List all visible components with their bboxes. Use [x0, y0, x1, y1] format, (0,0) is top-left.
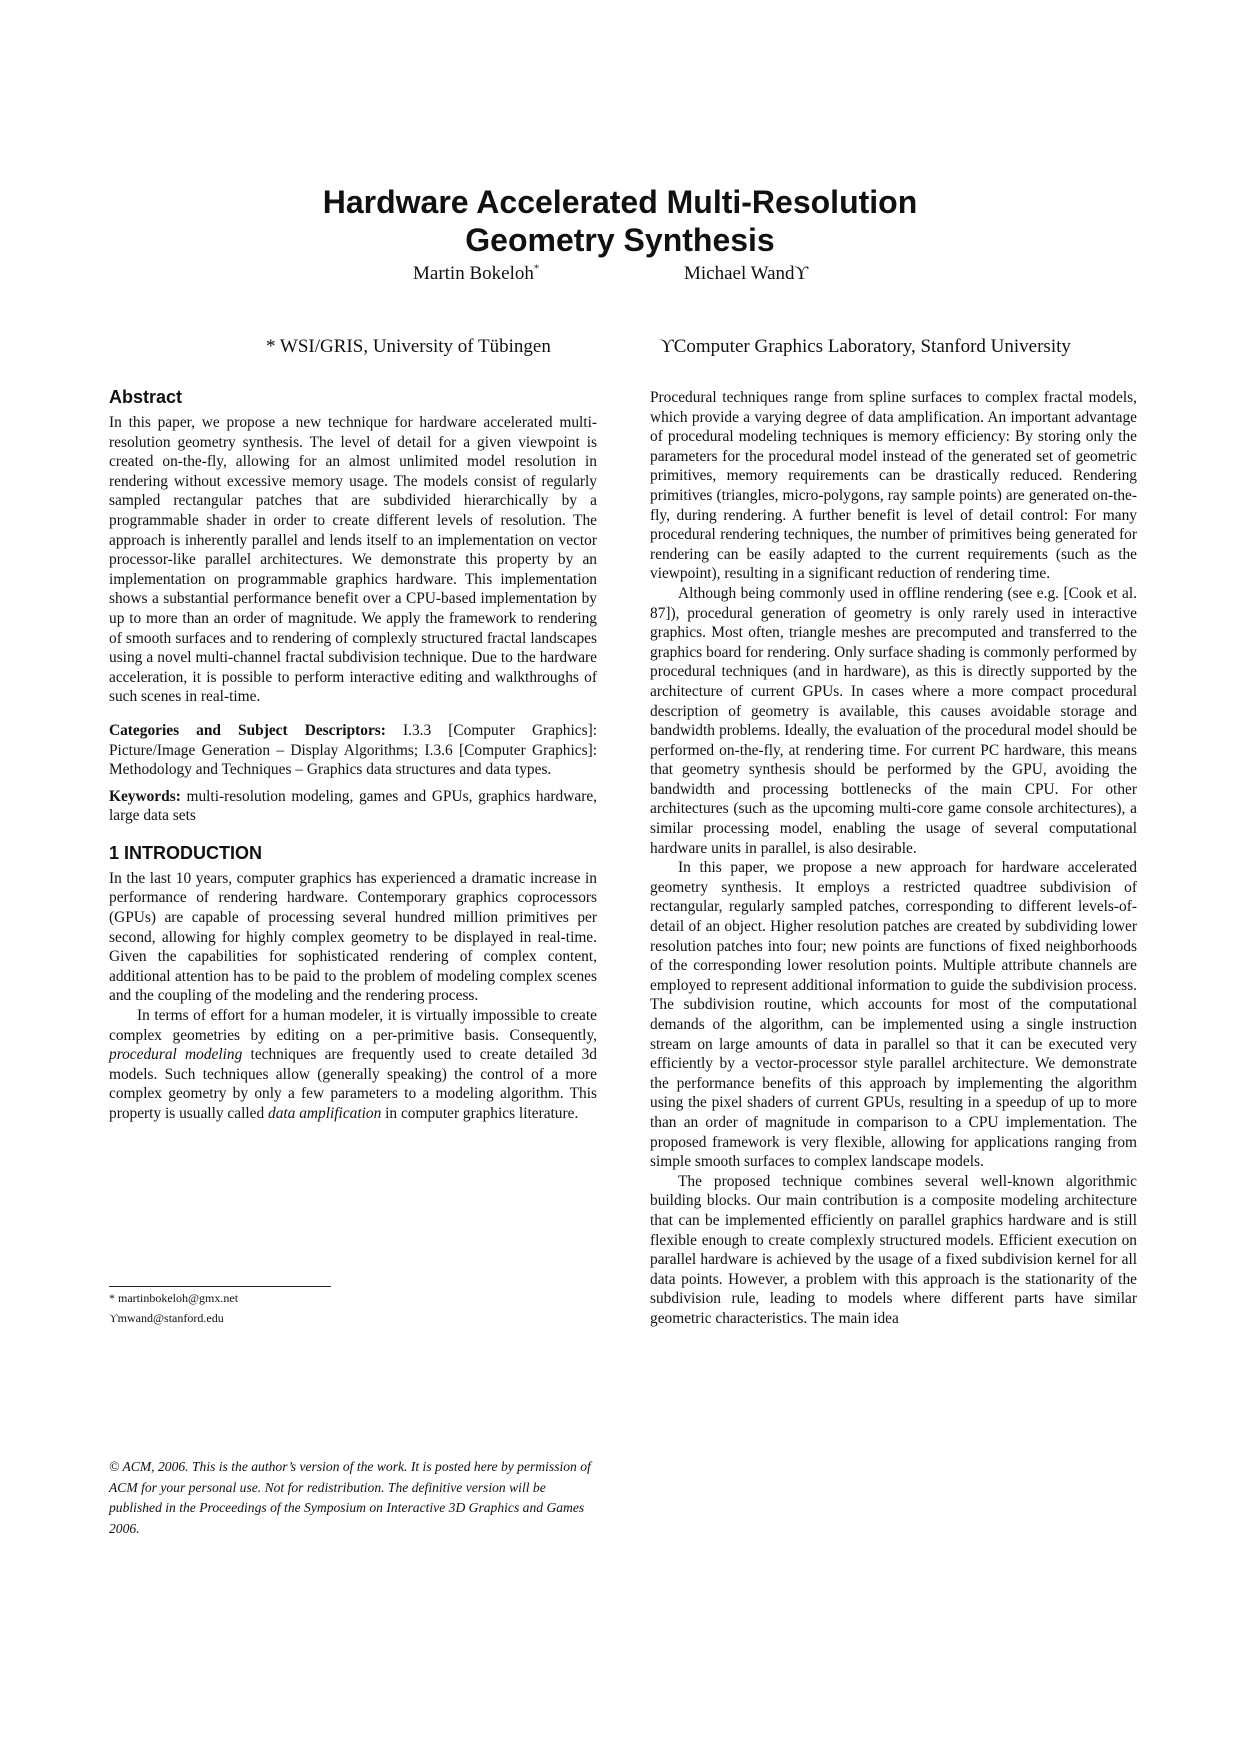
categories-label: Categories and Subject Descriptors: — [109, 721, 386, 739]
author-1 — [413, 263, 539, 285]
keywords-text: multi-resolution modeling, games and GPUs, graphics hardware, large data sets — [109, 787, 597, 825]
categories-text: I.3.3 [Computer Graphics]: Picture/Image Generation – Display Algorithms; I.3.6 [Computer Graphics]: Methodology and Techniques – Graphics data structures and data types. — [109, 721, 597, 779]
author-1-name: Martin Bokeloh — [413, 263, 534, 284]
footnote-rule — [109, 1286, 331, 1287]
footnote-1 — [109, 1291, 238, 1306]
left-column — [109, 386, 597, 1124]
title-line-2: Geometry Synthesis — [465, 222, 775, 258]
intro-p2-part-b: techniques are frequently used to create detailed 3d models. Such techniques allow (generally speaking) the control of a more complex geometry by only a few parameters to a modeling algorithm. This property is usually called — [109, 1046, 597, 1122]
title-line-1: Hardware Accelerated Multi-Resolution — [322, 184, 918, 220]
paper-title — [150, 183, 1090, 259]
intro-p2-part-c: in computer graphics literature. — [381, 1105, 579, 1122]
footnote-2-email: mwand@stanford.edu — [117, 1311, 224, 1325]
right-paragraph-2: Although being commonly used in offline rendering (see e.g. [Cook et al. 87]), procedural generation of geometry is only rarely used in interactive graphics. Most often, triangle meshes are precomputed and transferred to the graphics board for rendering. Only surface shading is commonly performed by procedural techniques (and in hardware), as this is directly supported by the architecture of current GPUs. In cases where a more compact procedural description of geometry is available, this causes avoidable storage and bandwidth problems. Ideally, the evaluation of the procedural model should be performed on-the-fly, at rendering time. For current PC hardware, this means that geometry synthesis should be performed by the GPU, avoiding the bandwidth and processing bottlenecks of the main CPU. For other architectures (such as the upcoming multi-core game console architectures), a similar processing model, enabling the usage of several computational hardware units in parallel, is also desirable. — [650, 584, 1137, 857]
author-1-mark: * — [533, 262, 540, 275]
right-column — [650, 388, 1137, 1329]
intro-p2-part-a: In terms of effort for a human modeler, it is virtually impossible to create complex geometries by editing on a per-primitive basis. Consequently, — [109, 1007, 597, 1044]
author-2-mark: ϒ — [794, 263, 809, 284]
author-2 — [684, 263, 808, 285]
intro-p2-emphasis-2: data amplification — [268, 1105, 382, 1122]
categories-paragraph — [109, 721, 597, 780]
affiliation-2-mark: ϒ — [660, 336, 674, 357]
abstract-text: In this paper, we propose a new technique for hardware accelerated multi-resolution geometry synthesis. The level of detail for a given viewpoint is created on-the-fly, allowing for an almost unlimited model resolution in rendering without excessive memory usage. The models consist of regularly sampled rectangular patches that are subdivided hierarchically by a programmable shader in order to create different levels of resolution. The approach is inherently parallel and lends itself to an implementation on vector processor-like parallel architectures. We demonstrate this property by an implementation on programmable graphics hardware. This implementation shows a substantial performance benefit over a CPU-based implementation by up to more than an order of magnitude. We apply the framework to rendering of smooth surfaces and to rendering of complexly structured fractal landscapes using a novel multi-channel fractal subdivision technique. Due to the hardware acceleration, it is possible to perform interactive editing and walkthroughs of such scenes in real-time. — [109, 414, 597, 706]
right-paragraph-3: In this paper, we propose a new approach for hardware accelerated geometry synthesis. It employs a restricted quadtree subdivision of rectangular, regularly sampled patches, corresponding to different levels-of-detail of an object. Higher resolution patches are created by subdividing lower resolution patches into four; new points are functions of fixed neighborhoods of the corresponding lower resolution points. Multiple attribute channels are employed to represent additional information to guide the subdivision process. The subdivision routine, which accounts for most of the computational demands of the algorithm, can be implemented using a single instruction stream on large amounts of data in parallel so that it can be executed very efficiently by a vector-processor style parallel architecture. We demonstrate the performance benefits of this approach by implementing the algorithm using the pixel shaders of current GPUs, resulting in a speedup of up to more than an order of magnitude in comparison to a CPU implementation. The proposed framework is very flexible, allowing for applications ranging from simple smooth surfaces to complex landscape models. — [650, 859, 1137, 1171]
affiliation-2 — [660, 336, 1071, 358]
right-paragraph-4: The proposed technique combines several well-known algorithmic building blocks. Our main contribution is a composite modeling architecture that can be implemented efficiently on parallel graphics hardware and is still flexible enough to create complexly structured models. Efficient execution on parallel hardware is achieved by the usage of a fixed subdivision kernel for all data points. However, a problem with this approach is the stationarity of the subdivision rule, leading to models where different parts have similar geometric characteristics. The main idea — [650, 1172, 1137, 1327]
affiliation-2-text: Computer Graphics Laboratory, Stanford University — [673, 336, 1071, 357]
intro-p2-emphasis-1: procedural modeling — [109, 1046, 243, 1064]
intro-paragraph-2 — [109, 1006, 597, 1124]
footnote-2 — [109, 1311, 224, 1326]
introduction-heading: 1 INTRODUCTION — [109, 842, 262, 863]
copyright-notice — [109, 1457, 597, 1539]
keywords-paragraph — [109, 787, 597, 826]
author-2-name: Michael Wand — [684, 263, 795, 284]
footnote-1-mark: * — [109, 1291, 118, 1305]
right-paragraph-1: Procedural techniques range from spline surfaces to complex fractal models, which provide a varying degree of data amplification. An important advantage of procedural modeling techniques is memory efficiency: By storing only the parameters for the procedural model instead of the generated set of geometric primitives, memory requirements can be drastically reduced. Rendering primitives (triangles, micro-polygons, ray sample points) are generated on-the-fly, during rendering. A further benefit is level of detail control: For many procedural rendering techniques, the number of primitives being generated for rendering can be easily adapted to the current requirements (such as the viewpoint), resulting in a significant reduction of rendering time. — [650, 389, 1137, 583]
keywords-label: Keywords: — [109, 787, 181, 805]
affiliation-1-text: WSI/GRIS, University of Tübingen — [279, 336, 551, 357]
footnote-2-mark: ϒ — [109, 1311, 118, 1325]
footnote-1-email: martinbokeloh@gmx.net — [118, 1291, 239, 1305]
affiliation-1 — [266, 336, 551, 358]
intro-paragraph-1: In the last 10 years, computer graphics has experienced a dramatic increase in performance of rendering hardware. Contemporary graphics coprocessors (GPUs) are capable of processing several hundred million primitives per second, allowing for highly complex geometry to be displayed in real-time. Given the capabilities for sophisticated rendering of complex content, additional attention has to be paid to the problem of modeling complex scenes and the coupling of the modeling and the rendering process. — [109, 869, 597, 1005]
abstract-heading: Abstract — [109, 387, 183, 407]
copyright-text: © ACM, 2006. This is the author’s version of the work. It is posted here by permission of ACM for your personal use. Not for redistribution. The definitive version will be published in the Proceedings of the Symposium on Interactive 3D Graphics and Games 2006. — [109, 1459, 591, 1536]
affiliation-1-mark: * — [266, 336, 280, 357]
